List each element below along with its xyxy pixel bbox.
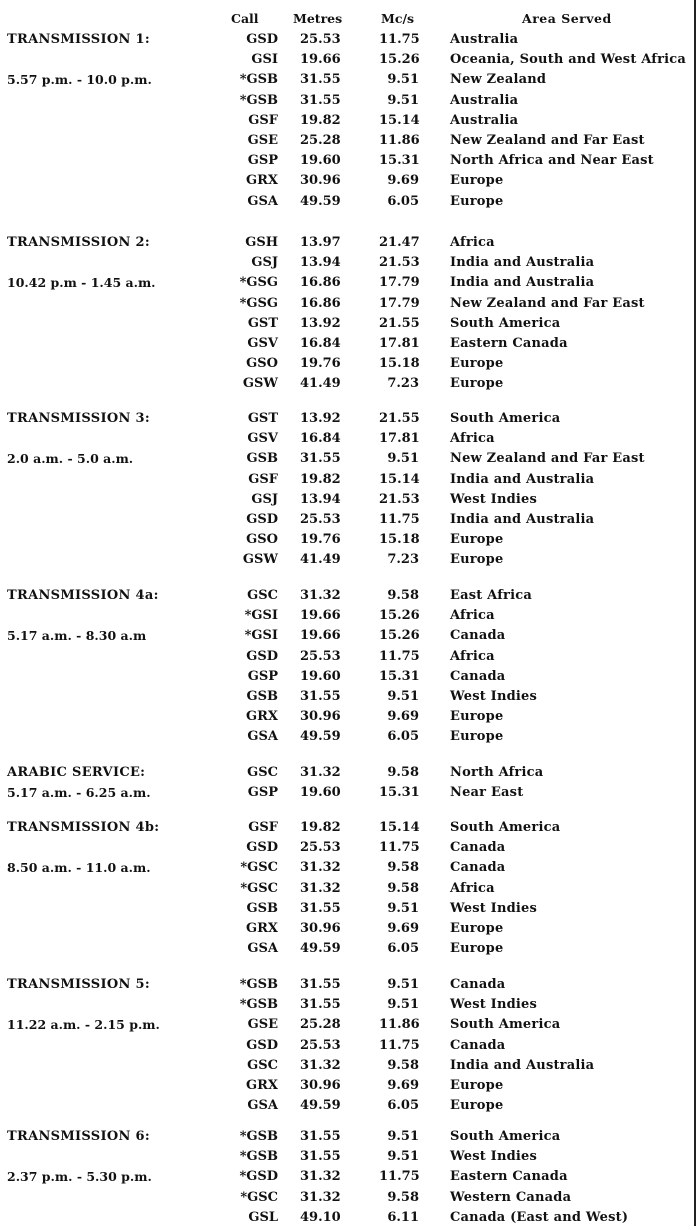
schedule-row xyxy=(0,173,700,193)
call-sign: *GSB xyxy=(239,1149,278,1165)
schedule-row xyxy=(0,588,700,608)
wavelength-metres: 31.55 xyxy=(300,72,341,88)
area-served: Africa xyxy=(450,608,495,624)
schedule-row xyxy=(0,901,700,921)
area-served: Africa xyxy=(450,880,495,896)
area-served: West Indies xyxy=(450,900,538,916)
wavelength-metres: 30.96 xyxy=(300,173,341,189)
frequency-mcs: 9.58 xyxy=(387,588,419,603)
call-sign: GSJ xyxy=(251,491,278,507)
header-area-served: Area Served xyxy=(522,11,612,26)
group-time: 8.50 a.m. - 11.0 a.m. xyxy=(7,860,151,875)
frequency-mcs: 7.23 xyxy=(387,376,419,392)
frequency-mcs: 9.58 xyxy=(387,1189,419,1205)
area-served: Australia xyxy=(450,112,519,128)
wavelength-metres: 31.55 xyxy=(300,92,341,108)
schedule-row xyxy=(0,356,700,376)
wavelength-metres: 31.55 xyxy=(300,900,341,916)
frequency-mcs: 15.31 xyxy=(379,668,420,684)
call-sign: GSO xyxy=(246,532,278,548)
wavelength-metres: 31.55 xyxy=(300,451,341,467)
frequency-mcs: 21.53 xyxy=(379,491,420,507)
group-title: TRANSMISSION 5: xyxy=(7,977,150,992)
call-sign: GRX xyxy=(246,921,278,936)
frequency-mcs: 9.69 xyxy=(387,921,419,936)
call-sign: GSB xyxy=(246,689,278,704)
frequency-mcs: 21.55 xyxy=(379,315,420,331)
frequency-mcs: 15.31 xyxy=(379,153,420,169)
call-sign: GSF xyxy=(248,471,278,487)
call-sign: *GSC xyxy=(240,1189,278,1205)
header-call: Call xyxy=(231,11,259,26)
area-served: North Africa and Near East xyxy=(450,153,654,169)
group-title: TRANSMISSION 2: xyxy=(7,235,150,250)
frequency-mcs: 17.79 xyxy=(379,275,420,291)
wavelength-metres: 30.96 xyxy=(300,921,341,936)
schedule-row xyxy=(0,977,700,997)
wavelength-metres: 19.66 xyxy=(300,52,341,68)
call-sign: GSD xyxy=(246,1037,278,1053)
schedule-row xyxy=(0,52,700,72)
area-served: New Zealand and Far East xyxy=(450,133,645,148)
schedule-row xyxy=(0,729,700,749)
area-served: Europe xyxy=(450,1098,504,1114)
wavelength-metres: 25.53 xyxy=(300,840,341,856)
frequency-mcs: 15.26 xyxy=(379,608,420,624)
call-sign: GST xyxy=(247,411,278,426)
wavelength-metres: 31.55 xyxy=(300,689,341,704)
frequency-mcs: 9.51 xyxy=(387,900,419,916)
frequency-mcs: 9.69 xyxy=(387,1078,419,1093)
header-metres: Metres xyxy=(293,11,343,26)
wavelength-metres: 16.84 xyxy=(300,336,341,351)
frequency-mcs: 9.51 xyxy=(387,977,419,992)
call-sign: GSB xyxy=(246,451,278,467)
area-served: Europe xyxy=(450,376,504,392)
wavelength-metres: 49.59 xyxy=(300,193,341,209)
frequency-mcs: 9.51 xyxy=(387,92,419,108)
wavelength-metres: 31.55 xyxy=(300,1129,341,1144)
wavelength-metres: 31.32 xyxy=(300,880,341,896)
area-served: Canada xyxy=(450,860,506,876)
wavelength-metres: 19.82 xyxy=(300,112,341,128)
schedule-row xyxy=(0,1190,700,1210)
frequency-mcs: 6.11 xyxy=(387,1209,419,1225)
frequency-mcs: 9.58 xyxy=(387,1057,419,1073)
schedule-row xyxy=(0,32,700,52)
call-sign: GSF xyxy=(248,820,278,835)
wavelength-metres: 49.10 xyxy=(300,1209,341,1225)
call-sign: *GSB xyxy=(239,1129,278,1144)
call-sign: GSD xyxy=(246,32,278,47)
schedule-row xyxy=(0,921,700,941)
call-sign: GSC xyxy=(247,588,278,603)
frequency-mcs: 9.69 xyxy=(387,709,419,725)
area-served: Europe xyxy=(450,729,504,745)
call-sign: GST xyxy=(247,315,278,331)
wavelength-metres: 19.60 xyxy=(300,785,341,801)
area-served: Canada xyxy=(450,840,506,856)
wavelength-metres: 31.32 xyxy=(300,1189,341,1205)
wavelength-metres: 25.53 xyxy=(300,512,341,527)
call-sign: GSP xyxy=(247,153,278,169)
schedule-row xyxy=(0,133,700,153)
wavelength-metres: 31.32 xyxy=(300,1057,341,1073)
frequency-mcs: 15.26 xyxy=(379,628,420,644)
call-sign: GSF xyxy=(248,112,278,128)
area-served: South America xyxy=(450,315,561,331)
frequency-mcs: 9.51 xyxy=(387,689,419,704)
area-served: Africa xyxy=(450,648,495,664)
group-time: 2.0 a.m. - 5.0 a.m. xyxy=(7,451,134,466)
call-sign: *GSD xyxy=(239,1169,278,1185)
frequency-mcs: 9.51 xyxy=(387,1149,419,1165)
call-sign: GRX xyxy=(246,1078,278,1093)
group-title: TRANSMISSION 1: xyxy=(7,32,150,47)
schedule-row xyxy=(0,669,700,689)
wavelength-metres: 13.92 xyxy=(300,411,341,426)
wavelength-metres: 41.49 xyxy=(300,376,341,392)
frequency-mcs: 17.79 xyxy=(379,295,420,311)
call-sign: GSL xyxy=(248,1209,278,1225)
schedule-row xyxy=(0,275,700,295)
frequency-mcs: 21.55 xyxy=(379,411,420,426)
call-sign: GSD xyxy=(246,648,278,664)
wavelength-metres: 16.84 xyxy=(300,431,341,447)
call-sign: GSJ xyxy=(251,255,278,271)
wavelength-metres: 49.59 xyxy=(300,729,341,745)
frequency-mcs: 17.81 xyxy=(379,336,420,351)
area-served: South America xyxy=(450,1129,561,1144)
schedule-row xyxy=(0,860,700,880)
call-sign: *GSG xyxy=(239,275,278,291)
schedule-row xyxy=(0,431,700,451)
wavelength-metres: 19.82 xyxy=(300,820,341,835)
wavelength-metres: 19.82 xyxy=(300,471,341,487)
wavelength-metres: 31.32 xyxy=(300,765,341,780)
call-sign: GSD xyxy=(246,840,278,856)
schedule-row xyxy=(0,336,700,356)
area-served: New Zealand xyxy=(450,72,547,88)
call-sign: *GSC xyxy=(240,860,278,876)
schedule-row xyxy=(0,451,700,471)
frequency-mcs: 15.18 xyxy=(379,356,420,372)
schedule-row xyxy=(0,153,700,173)
schedule-row xyxy=(0,235,700,255)
group-title: ARABIC SERVICE: xyxy=(7,765,146,780)
area-served: South America xyxy=(450,1017,561,1033)
group-title: TRANSMISSION 3: xyxy=(7,411,150,426)
call-sign: GSV xyxy=(247,336,278,351)
schedule-row xyxy=(0,997,700,1017)
schedule-row xyxy=(0,1058,700,1078)
call-sign: GRX xyxy=(246,173,278,189)
wavelength-metres: 30.96 xyxy=(300,709,341,725)
call-sign: GSH xyxy=(245,235,278,250)
wavelength-metres: 16.86 xyxy=(300,295,341,311)
schedule-row xyxy=(0,1078,700,1098)
wavelength-metres: 31.55 xyxy=(300,977,341,992)
wavelength-metres: 31.32 xyxy=(300,1169,341,1185)
schedule-row xyxy=(0,316,700,336)
area-served: Europe xyxy=(450,1078,504,1093)
area-served: Europe xyxy=(450,552,504,568)
frequency-mcs: 7.23 xyxy=(387,552,419,568)
schedule-row xyxy=(0,840,700,860)
wavelength-metres: 19.66 xyxy=(300,608,341,624)
schedule-row xyxy=(0,689,700,709)
area-served: Western Canada xyxy=(450,1189,572,1205)
frequency-mcs: 15.18 xyxy=(379,532,420,548)
call-sign: GSI xyxy=(251,52,278,68)
schedule-row xyxy=(0,72,700,92)
wavelength-metres: 31.55 xyxy=(300,1149,341,1165)
schedule-row xyxy=(0,472,700,492)
area-served: Canada xyxy=(450,1037,506,1053)
area-served: West Indies xyxy=(450,997,538,1013)
schedule-row xyxy=(0,512,700,532)
schedule-row xyxy=(0,608,700,628)
group-time: 5.57 p.m. - 10.0 p.m. xyxy=(7,72,152,87)
area-served: North Africa xyxy=(450,765,544,780)
area-served: India and Australia xyxy=(450,1057,595,1073)
frequency-mcs: 21.47 xyxy=(379,235,420,250)
frequency-mcs: 21.53 xyxy=(379,255,420,271)
wavelength-metres: 25.53 xyxy=(300,648,341,664)
group-title: TRANSMISSION 6: xyxy=(7,1129,150,1144)
wavelength-metres: 25.53 xyxy=(300,32,341,47)
wavelength-metres: 25.28 xyxy=(300,1017,341,1033)
area-served: Eastern Canada xyxy=(450,1169,568,1185)
wavelength-metres: 19.60 xyxy=(300,668,341,684)
area-served: Canada xyxy=(450,668,506,684)
frequency-mcs: 15.14 xyxy=(379,471,420,487)
wavelength-metres: 49.59 xyxy=(300,941,341,957)
call-sign: *GSI xyxy=(244,608,278,624)
schedule-row xyxy=(0,1017,700,1037)
wavelength-metres: 19.76 xyxy=(300,532,341,548)
call-sign: *GSI xyxy=(244,628,278,644)
call-sign: GSC xyxy=(247,765,278,780)
schedule-row xyxy=(0,881,700,901)
frequency-mcs: 9.58 xyxy=(387,860,419,876)
frequency-mcs: 15.26 xyxy=(379,52,420,68)
schedule-row xyxy=(0,194,700,214)
frequency-mcs: 9.58 xyxy=(387,880,419,896)
call-sign: GSA xyxy=(247,729,278,745)
schedule-row xyxy=(0,709,700,729)
frequency-mcs: 11.75 xyxy=(379,1037,420,1053)
area-served: East Africa xyxy=(450,588,532,603)
area-served: Africa xyxy=(450,431,495,447)
area-served: Europe xyxy=(450,193,504,209)
schedule-row xyxy=(0,649,700,669)
header-mcs: Mc/s xyxy=(381,11,415,26)
frequency-mcs: 9.51 xyxy=(387,1129,419,1144)
area-served: India and Australia xyxy=(450,255,595,271)
wavelength-metres: 25.28 xyxy=(300,133,341,148)
schedule-row xyxy=(0,785,700,805)
area-served: India and Australia xyxy=(450,275,595,291)
wavelength-metres: 19.66 xyxy=(300,628,341,644)
area-served: Europe xyxy=(450,921,504,936)
frequency-mcs: 6.05 xyxy=(387,1098,419,1114)
call-sign: *GSB xyxy=(239,72,278,88)
area-served: Australia xyxy=(450,92,519,108)
frequency-mcs: 17.81 xyxy=(379,431,420,447)
schedule-row xyxy=(0,411,700,431)
frequency-mcs: 11.75 xyxy=(379,648,420,664)
area-served: Near East xyxy=(450,785,524,801)
call-sign: GRX xyxy=(246,709,278,725)
frequency-mcs: 9.51 xyxy=(387,72,419,88)
area-served: West Indies xyxy=(450,1149,538,1165)
schedule-row xyxy=(0,296,700,316)
call-sign: GSE xyxy=(247,133,278,148)
wavelength-metres: 31.32 xyxy=(300,860,341,876)
frequency-mcs: 15.31 xyxy=(379,785,420,801)
frequency-mcs: 15.14 xyxy=(379,112,420,128)
call-sign: GSV xyxy=(247,431,278,447)
area-served: Australia xyxy=(450,32,519,47)
area-served: Europe xyxy=(450,173,504,189)
call-sign: GSP xyxy=(247,668,278,684)
call-sign: GSB xyxy=(246,900,278,916)
call-sign: *GSC xyxy=(240,880,278,896)
group-time: 11.22 a.m. - 2.15 p.m. xyxy=(7,1017,160,1032)
call-sign: GSP xyxy=(247,785,278,801)
group-time: 5.17 a.m. - 6.25 a.m. xyxy=(7,785,151,800)
wavelength-metres: 13.97 xyxy=(300,235,341,250)
frequency-mcs: 9.69 xyxy=(387,173,419,189)
schedule-row xyxy=(0,1038,700,1058)
area-served: New Zealand and Far East xyxy=(450,295,645,311)
wavelength-metres: 13.94 xyxy=(300,491,341,507)
frequency-mcs: 11.75 xyxy=(379,512,420,527)
area-served: Africa xyxy=(450,235,495,250)
call-sign: GSO xyxy=(246,356,278,372)
schedule-row xyxy=(0,628,700,648)
wavelength-metres: 16.86 xyxy=(300,275,341,291)
group-time: 5.17 a.m. - 8.30 a.m xyxy=(7,628,147,643)
area-served: Canada xyxy=(450,628,506,644)
frequency-mcs: 9.51 xyxy=(387,997,419,1013)
schedule-row xyxy=(0,113,700,133)
call-sign: GSC xyxy=(247,1057,278,1073)
area-served: Europe xyxy=(450,941,504,957)
schedule-row xyxy=(0,93,700,113)
frequency-mcs: 11.75 xyxy=(379,840,420,856)
area-served: India and Australia xyxy=(450,471,595,487)
schedule-row xyxy=(0,1210,700,1230)
group-time: 10.42 p.m - 1.45 a.m. xyxy=(7,275,156,290)
call-sign: GSW xyxy=(242,376,278,392)
area-served: West Indies xyxy=(450,491,538,507)
area-served: India and Australia xyxy=(450,512,595,527)
call-sign: GSA xyxy=(247,193,278,209)
schedule-row xyxy=(0,1098,700,1118)
call-sign: GSE xyxy=(247,1017,278,1033)
schedule-row xyxy=(0,376,700,396)
schedule-row xyxy=(0,1169,700,1189)
call-sign: *GSB xyxy=(239,997,278,1013)
call-sign: GSA xyxy=(247,941,278,957)
call-sign: *GSG xyxy=(239,295,278,311)
frequency-mcs: 11.86 xyxy=(379,133,420,148)
area-served: Europe xyxy=(450,709,504,725)
frequency-mcs: 6.05 xyxy=(387,941,419,957)
group-title: TRANSMISSION 4b: xyxy=(7,820,160,835)
area-served: South America xyxy=(450,820,561,835)
wavelength-metres: 13.94 xyxy=(300,255,341,271)
wavelength-metres: 49.59 xyxy=(300,1098,341,1114)
wavelength-metres: 19.76 xyxy=(300,356,341,372)
wavelength-metres: 31.55 xyxy=(300,997,341,1013)
area-served: South America xyxy=(450,411,561,426)
call-sign: *GSB xyxy=(239,92,278,108)
schedule-row xyxy=(0,255,700,275)
frequency-mcs: 15.14 xyxy=(379,820,420,835)
area-served: Eastern Canada xyxy=(450,336,568,351)
call-sign: GSD xyxy=(246,512,278,527)
wavelength-metres: 19.60 xyxy=(300,153,341,169)
schedule-row xyxy=(0,552,700,572)
schedule-row xyxy=(0,1149,700,1169)
area-served: West Indies xyxy=(450,689,538,704)
area-served: Europe xyxy=(450,356,504,372)
schedule-row xyxy=(0,492,700,512)
wavelength-metres: 25.53 xyxy=(300,1037,341,1053)
area-served: Canada (East and West) xyxy=(450,1209,629,1225)
group-title: TRANSMISSION 4a: xyxy=(7,588,159,603)
frequency-mcs: 9.58 xyxy=(387,765,419,780)
schedule-row xyxy=(0,941,700,961)
frequency-mcs: 9.51 xyxy=(387,451,419,467)
frequency-mcs: 11.86 xyxy=(379,1017,420,1033)
group-time: 2.37 p.m. - 5.30 p.m. xyxy=(7,1169,152,1184)
call-sign: GSW xyxy=(242,552,278,568)
area-served: New Zealand and Far East xyxy=(450,451,645,467)
frequency-mcs: 11.75 xyxy=(379,1169,420,1185)
frequency-mcs: 6.05 xyxy=(387,193,419,209)
wavelength-metres: 13.92 xyxy=(300,315,341,331)
wavelength-metres: 30.96 xyxy=(300,1078,341,1093)
schedule-row xyxy=(0,532,700,552)
schedule-row xyxy=(0,765,700,785)
call-sign: *GSB xyxy=(239,977,278,992)
schedule-row xyxy=(0,1129,700,1149)
area-served: Oceania, South and West Africa xyxy=(450,52,687,68)
call-sign: GSA xyxy=(247,1098,278,1114)
schedule-row xyxy=(0,820,700,840)
frequency-mcs: 6.05 xyxy=(387,729,419,745)
area-served: Canada xyxy=(450,977,506,992)
frequency-mcs: 11.75 xyxy=(379,32,420,47)
wavelength-metres: 31.32 xyxy=(300,588,341,603)
area-served: Europe xyxy=(450,532,504,548)
wavelength-metres: 41.49 xyxy=(300,552,341,568)
